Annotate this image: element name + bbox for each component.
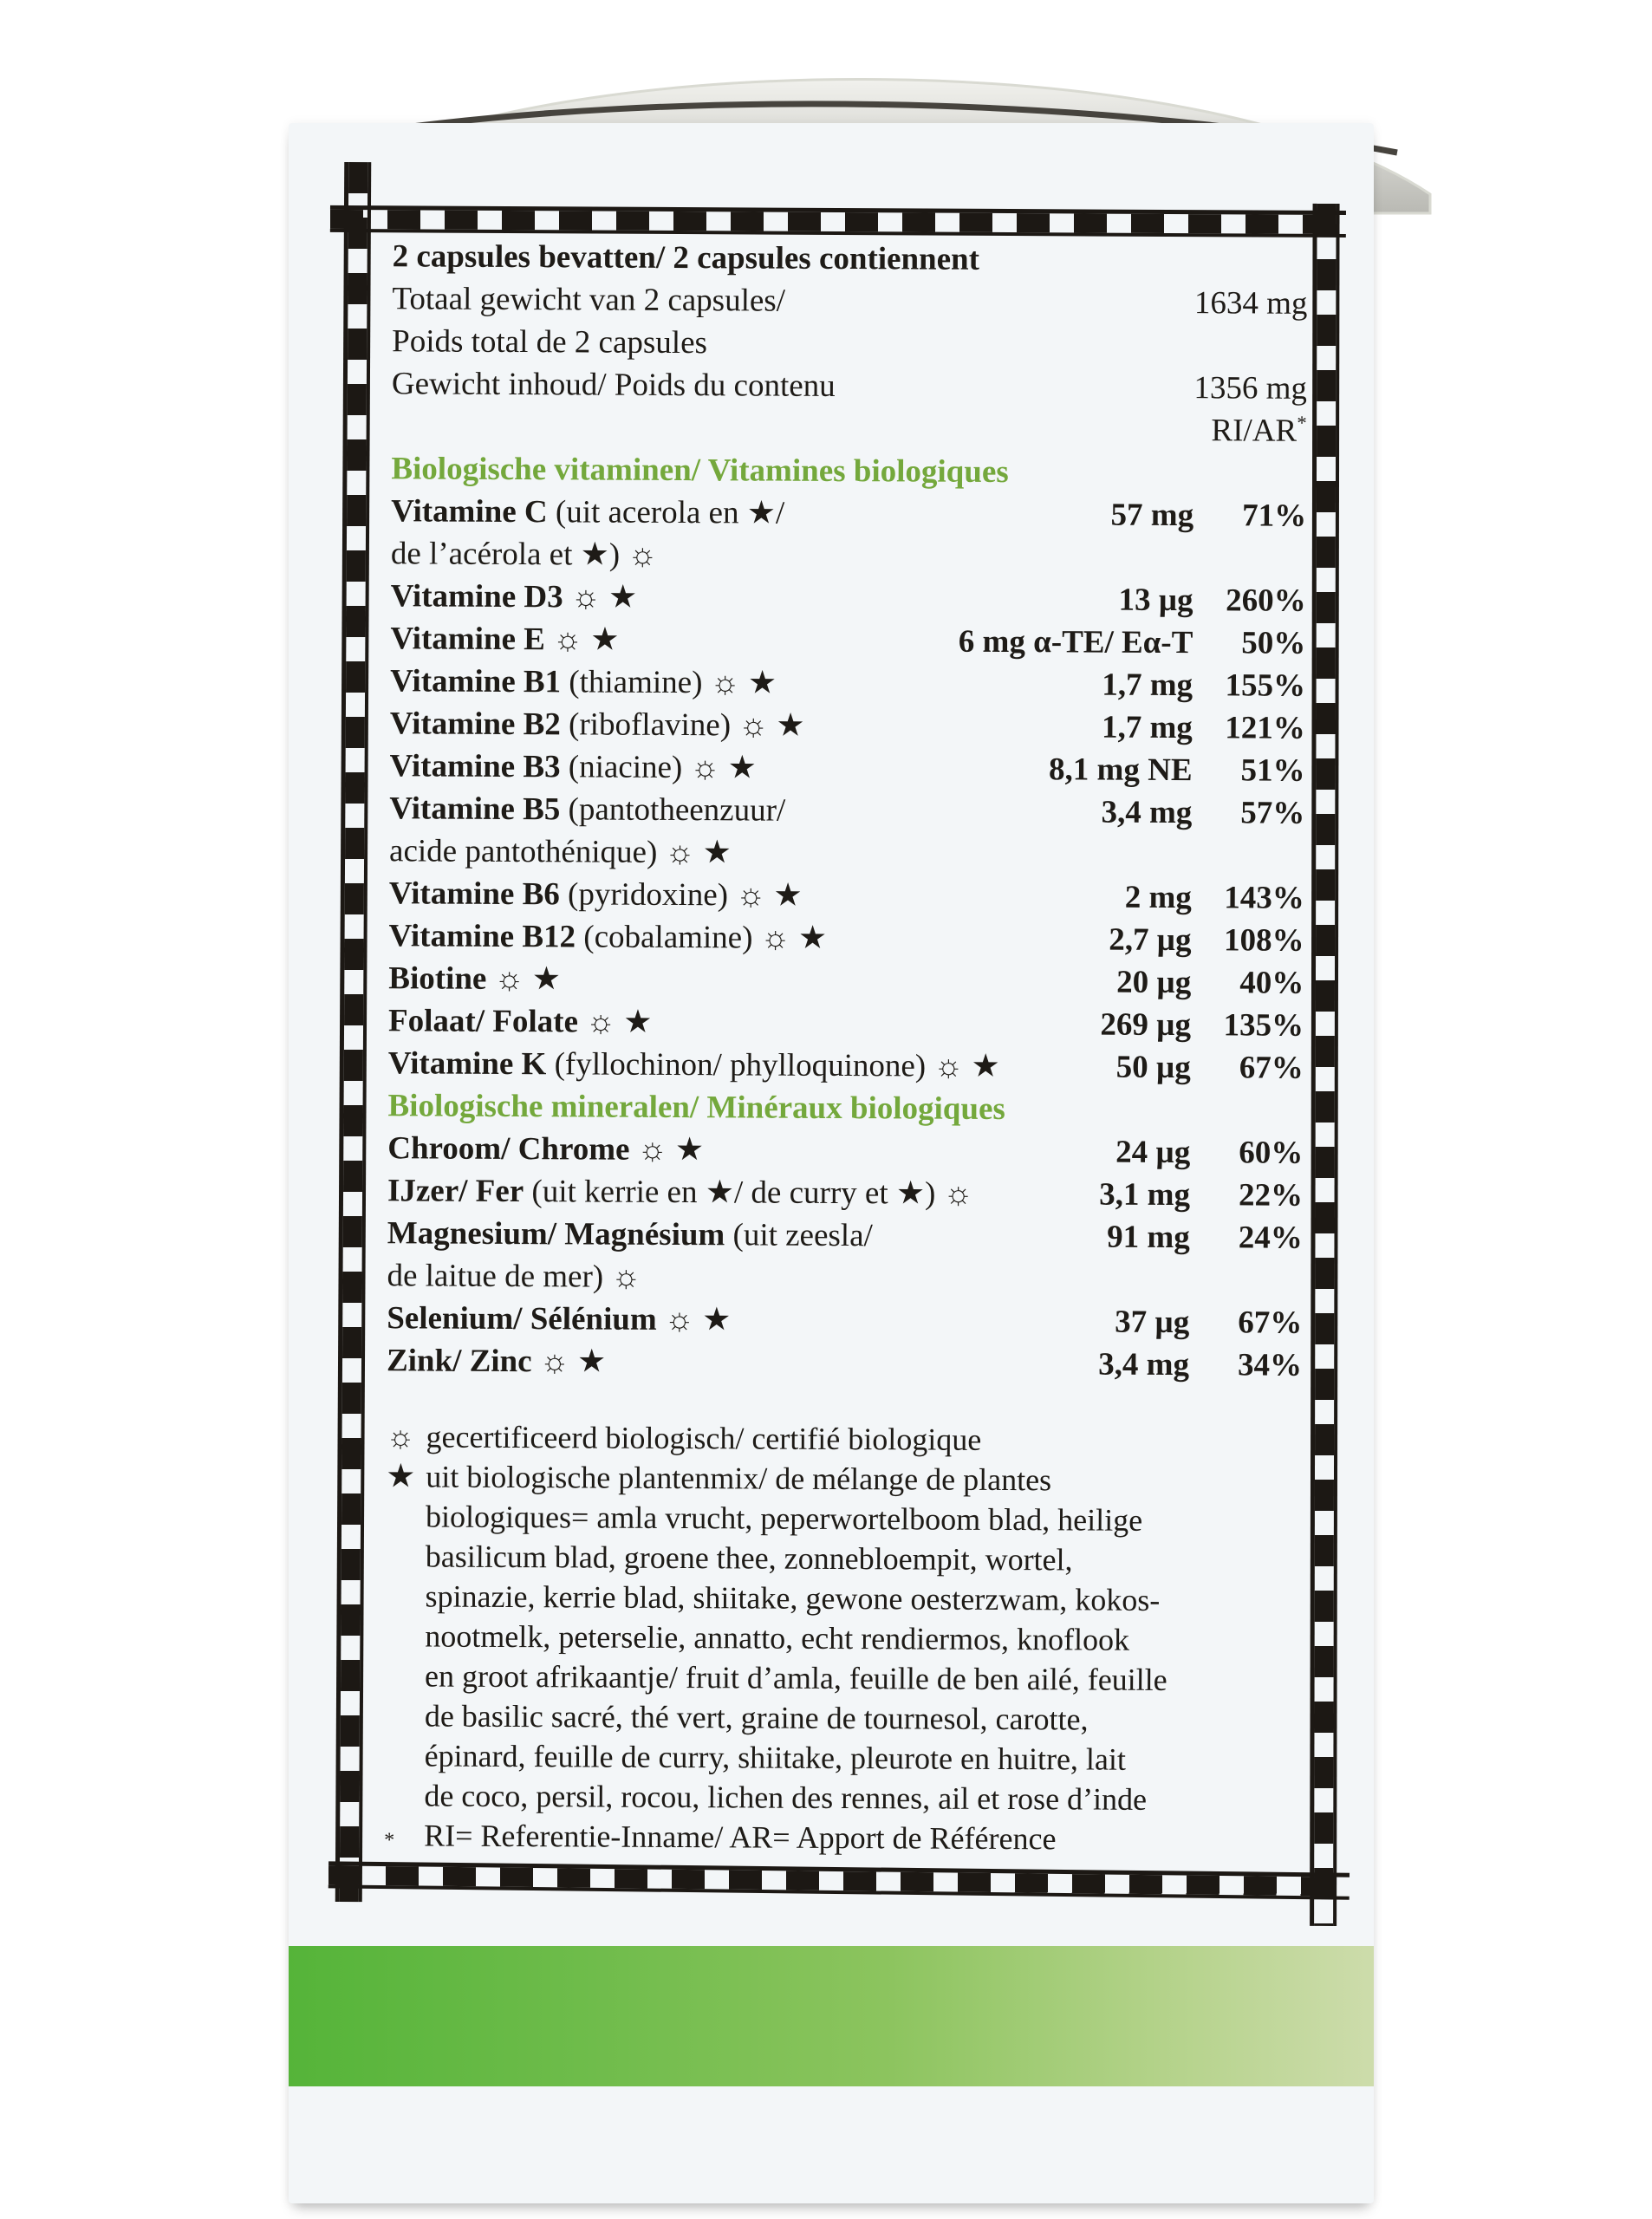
certified-organic-icon: ☼ [386, 1419, 415, 1454]
nutrient-row: Biotine ☼ ★ 20 µg 40% [388, 957, 1304, 1005]
footnote-line: nootmelk, peterselie, annatto, echt rendiermos, knoflook [425, 1618, 1130, 1657]
nutrient-percent: 60% [1239, 1135, 1304, 1171]
nutrient-row: Folaat/ Folate ☼ ★ 269 µg 135% [388, 999, 1304, 1047]
nutrient-amount: 2 mg [1124, 879, 1192, 916]
nutrient-row: Magnesium/ Magnésium (uit zeesla/ 91 mg 24% [387, 1212, 1303, 1259]
nutrient-row: Vitamine K (fyllochinon/ phylloquinone) ☼ ★ 50 µg 67% [388, 1042, 1304, 1090]
footnote-line: en groot afrikaantje/ fruit d’amla, feuille de ben ailé, feuille [425, 1658, 1167, 1697]
nutrient-percent: 143% [1224, 880, 1304, 916]
nutrient-percent: 34% [1237, 1347, 1303, 1383]
nutrient-percent: 260% [1226, 582, 1306, 619]
section-title-minerals: Biologische mineralen/ Minéraux biologiques [387, 1088, 1005, 1128]
nutrient-percent: 22% [1238, 1177, 1304, 1214]
nutrient-percent: 24% [1238, 1220, 1303, 1256]
nutrition-content [384, 235, 1308, 1874]
nutrient-amount: 1,7 mg [1101, 709, 1193, 746]
nutrient-percent: 71% [1242, 498, 1307, 534]
ri-ar-column-header: RI/AR* [1211, 412, 1307, 449]
nutrient-percent: 155% [1225, 667, 1306, 704]
footnote-plantmix [384, 1456, 1301, 1820]
footnote-line: de coco, persil, rocou, lichen des rennes, ail et rose d’inde [424, 1778, 1148, 1817]
nutrient-row: Vitamine B12 (cobalamine) ☼ ★ 2,7 µg 108% [388, 914, 1304, 962]
green-accent-band [289, 1946, 1374, 2086]
nutrient-amount: 91 mg [1107, 1219, 1190, 1256]
nutrient-percent: 40% [1239, 965, 1304, 1001]
weight-row: Gewicht inhoud/ Poids du contenu 1356 mg [392, 362, 1307, 410]
nutrient-amount: 13 µg [1118, 582, 1193, 619]
section-title-vitamins: Biologische vitaminen/ Vitamines biologiques [391, 451, 1009, 491]
footnote-organic: ☼ gecertificeerd biologisch/ certifié biologique [386, 1416, 1301, 1461]
nutrient-row: IJzer/ Fer (uit kerrie en ★/ de curry et ★) ☼ 3,1 mg 22% [387, 1169, 1303, 1217]
nutrient-row: Vitamine B1 (thiamine) ☼ ★ 1,7 mg 155% [390, 660, 1305, 707]
footnote-line: uit biologische plantenmix/ de mélange de plantes [426, 1459, 1052, 1498]
nutrient-amount: 8,1 mg NE [1049, 752, 1193, 789]
nutrient-row-continuation: de laitue de mer) ☼ [387, 1258, 641, 1295]
footnote-line: épinard, feuille de curry, shiitake, pleurote en huitre, lait [424, 1738, 1127, 1777]
nutrient-row: Vitamine B5 (pantotheenzuur/ 3,4 mg 57% [389, 787, 1304, 835]
weight-row: Poids total de 2 capsules [392, 323, 708, 361]
footnote-line: de basilic sacré, thé vert, graine de tournesol, carotte, [424, 1698, 1089, 1737]
nutrition-panel [335, 205, 1343, 1897]
nutrient-amount: 24 µg [1115, 1134, 1191, 1171]
plant-mix-star-icon: ★ [386, 1458, 416, 1495]
serving-header: 2 capsules bevatten/ 2 capsules contiennent [392, 238, 980, 277]
nutrient-amount: 269 µg [1100, 1006, 1192, 1044]
nutrient-row-continuation: de l’acérola et ★) ☼ [390, 536, 658, 573]
nutrient-amount: 3,4 mg [1101, 794, 1193, 831]
footnote-line: spinazie, kerrie blad, shiitake, gewone oesterzwam, kokos- [425, 1578, 1161, 1617]
weight-value: 1356 mg [1193, 370, 1308, 407]
nutrient-row: Vitamine E ☼ ★ 6 mg α-TE/ Eα-T 50% [390, 617, 1305, 665]
nutrient-percent: 67% [1238, 1305, 1303, 1341]
nutrient-row: Selenium/ Sélénium ☼ ★ 37 µg 67% [387, 1297, 1302, 1344]
footnote-line: basilicum blad, groene thee, zonnebloempit, wortel, [425, 1539, 1073, 1578]
nutrient-percent: 51% [1240, 752, 1305, 789]
nutrient-amount: 20 µg [1116, 964, 1192, 1001]
nutrient-row: Chroom/ Chrome ☼ ★ 24 µg 60% [387, 1127, 1303, 1175]
nutrient-row: Zink/ Zinc ☼ ★ 3,4 mg 34% [387, 1339, 1302, 1387]
nutrient-percent: 50% [1241, 625, 1306, 661]
nutrient-amount: 50 µg [1115, 1049, 1191, 1086]
nutrient-amount: 57 mg [1110, 497, 1194, 534]
nutrient-percent: 108% [1223, 922, 1304, 959]
footnote-reference: * RI= Referentie-Inname/ AR= Apport de Référence [384, 1815, 1299, 1865]
footnotes [384, 1416, 1302, 1865]
nutrient-row: Vitamine B6 (pyridoxine) ☼ ★ 2 mg 143% [389, 872, 1304, 920]
weight-value: 1634 mg [1193, 285, 1308, 322]
nutrient-percent: 135% [1223, 1007, 1304, 1044]
nutrient-row-continuation: acide pantothénique) ☼ ★ [388, 833, 732, 871]
nutrient-amount: 2,7 µg [1109, 921, 1192, 959]
nutrient-amount: 37 µg [1115, 1304, 1190, 1341]
nutrient-row: Vitamine C (uit acerola en ★/ 57 mg 71% [391, 490, 1306, 537]
footnote-line: biologiques= amla vrucht, peperwortelboom blad, heilige [425, 1499, 1143, 1538]
frame-edge-right [1310, 204, 1339, 1926]
nutrient-amount: 3,1 mg [1099, 1176, 1191, 1214]
frame-edge-top [330, 205, 1346, 238]
weight-row: Totaal gewicht van 2 capsules/ 1634 mg [392, 277, 1307, 325]
nutrient-percent: 57% [1240, 795, 1305, 831]
asterisk-marker: * [384, 1829, 395, 1852]
nutrient-percent: 121% [1225, 710, 1305, 746]
nutrient-row: Vitamine B2 (riboflavine) ☼ ★ 1,7 mg 121% [390, 702, 1305, 750]
nutrient-amount: 1,7 mg [1102, 667, 1193, 704]
nutrient-row: Vitamine D3 ☼ ★ 13 µg 260% [391, 575, 1306, 622]
nutrient-row: Vitamine B3 (niacine) ☼ ★ 8,1 mg NE 51% [389, 745, 1304, 792]
nutrient-amount: 6 mg α-TE/ Eα-T [958, 623, 1193, 661]
nutrient-amount: 3,4 mg [1098, 1346, 1190, 1383]
nutrient-percent: 67% [1239, 1050, 1304, 1086]
asterisk-marker: * [1297, 412, 1307, 434]
